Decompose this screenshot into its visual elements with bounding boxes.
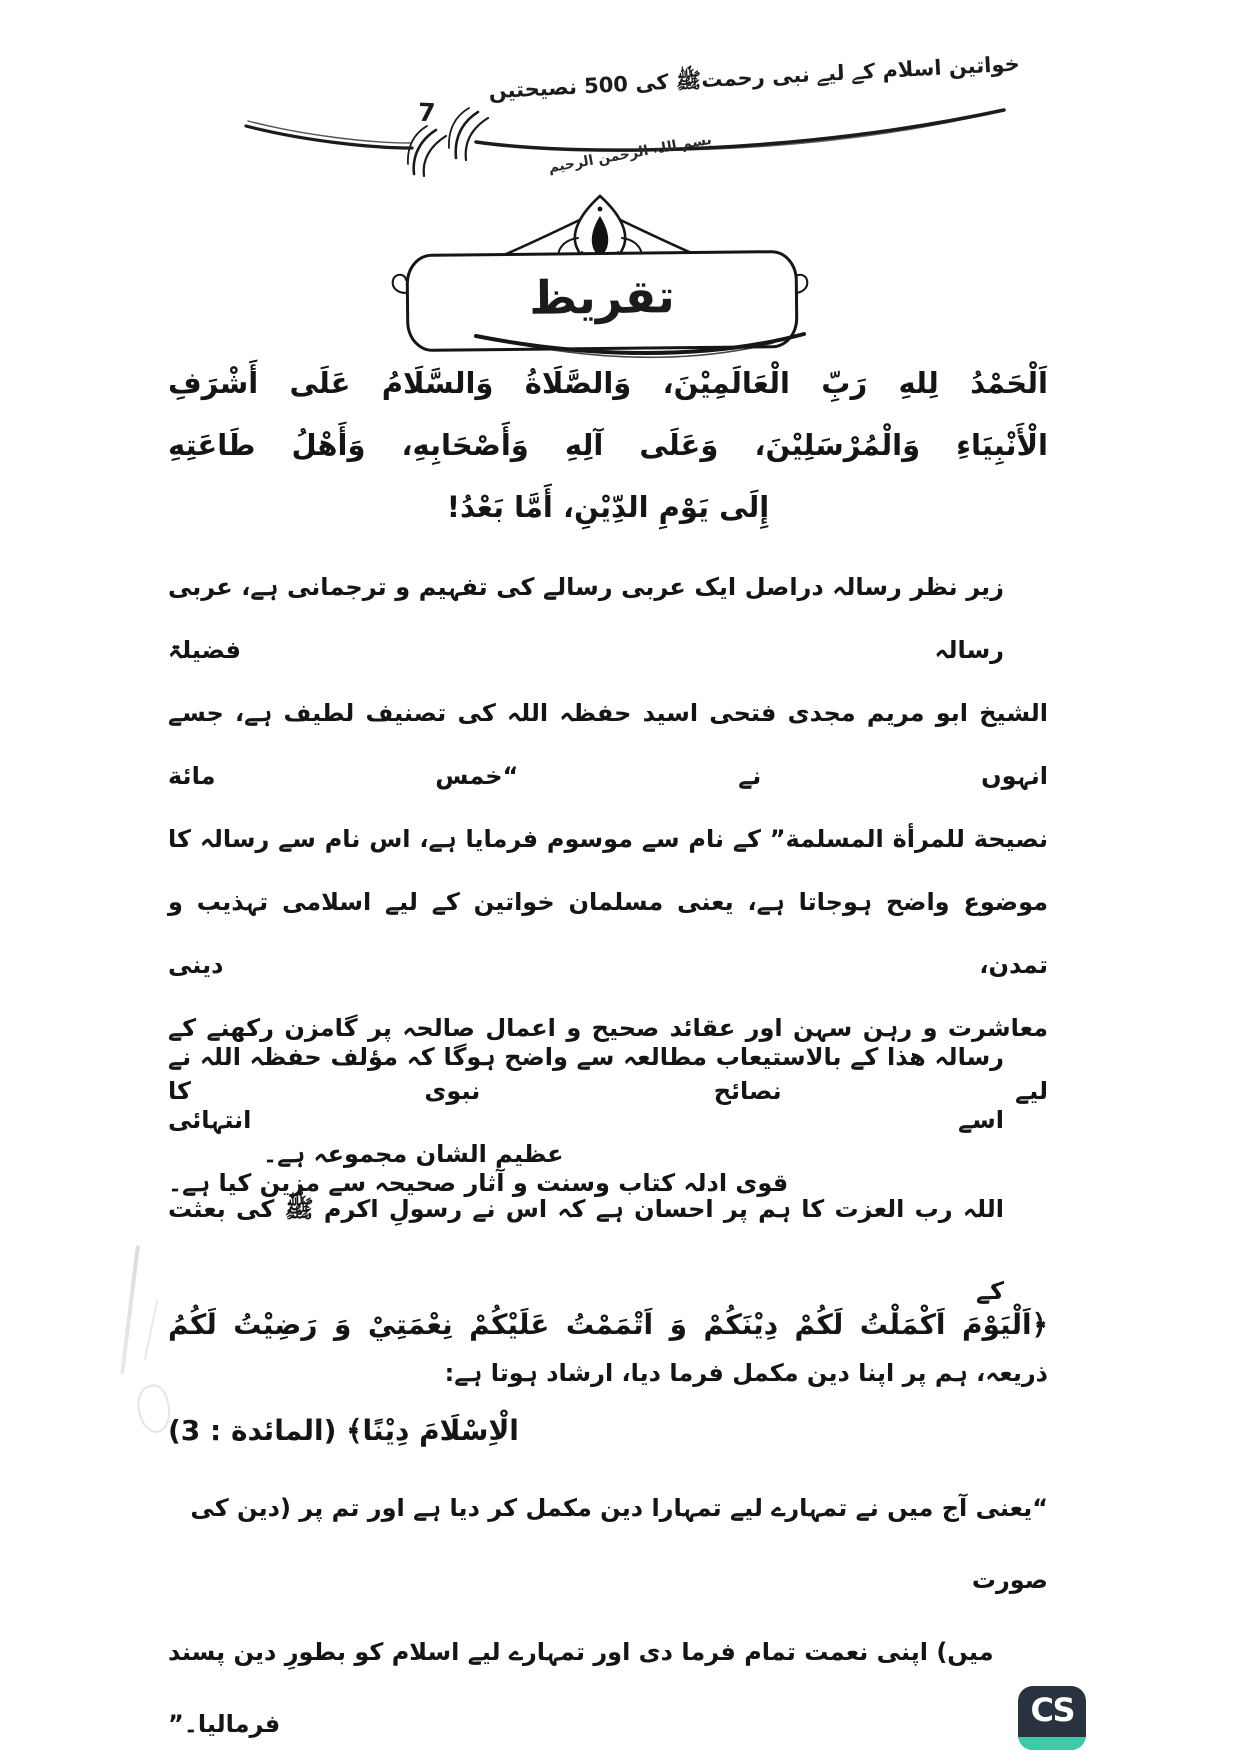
quran-verse-line: ﴿اَلْيَوْمَ اَكْمَلْتُ لَكُمْ دِيْنَكُمْ وَ اَتْمَمْتُ عَلَيْكُمْ نِعْمَتِيْ وَ رَضِيْتُ لَكُمُ (168, 1308, 1048, 1341)
paragraph-line: عظیم الشان مجموعہ ہے۔ (263, 1140, 564, 1168)
paragraph-line: معاشرت و رہن سہن اور عقائد صحیح و اعمال صالحہ پر گامزن رکھنے کے لیے نصائح نبوی کا (168, 1014, 1048, 1105)
paragraph-line: نصيحة للمرأة المسلمة” کے نام سے موسوم فرمایا ہے، اس نام سے رسالہ کا (168, 825, 1048, 853)
paragraph-line: قوی ادلہ کتاب وسنت و آثار صحیحہ سے مزین کیا ہے۔ (168, 1169, 789, 1197)
quran-verse-block (168, 1272, 1048, 1484)
translation-line: “یعنی آج میں نے تمہارے لیے تمہارا دین مکمل کر دیا ہے اور تم پر (دین کی صورت (190, 1494, 1048, 1594)
verse-reference: (المائدة : 3) (168, 1414, 337, 1447)
paragraph-line: رسالہ ھذا کے بالاستیعاب مطالعہ سے واضح ہوگا کہ مؤلف حفظہ اللہ نے اسے انتہائی (168, 1043, 1004, 1134)
camscanner-logo-accent-strip (1018, 1737, 1086, 1750)
paragraph-line: ذریعہ، ہم پر اپنا دین مکمل فرما دیا، ارشاد ہوتا ہے: (444, 1359, 1048, 1387)
paragraph-line: الشیخ ابو مریم مجدی فتحی اسید حفظہ اللہ کی تصنیف لطیف ہے، جسے انہوں نے “خمس مائة (168, 699, 1048, 790)
arabic-opening-line: إِلَى يَوْمِ الدِّيْنِ، أَمَّا بَعْدُ! (446, 490, 770, 524)
page-number: 7 (417, 97, 436, 128)
bismillah-calligraphy: بسم اللہ الرحمن الرحیم (547, 131, 713, 177)
camscanner-watermark-badge (1018, 1686, 1086, 1750)
paragraph-line: اللہ رب العزت کا ہم پر احسان ہے کہ اس نے رسولِ اکرم ﷺ کی بعثت کے (168, 1195, 1004, 1305)
quran-verse-end: الْاِسْلَامَ دِيْنًا﴾ (346, 1414, 519, 1447)
camscanner-logo-text: CS (1030, 1691, 1074, 1729)
arabic-opening-line: الْأَنْبِيَاءِ وَالْمُرْسَلِيْنَ، وَعَلَى آلِهِ وَأَصْحَابِهِ، وَأَهْلُ طَاعَتِهِ (168, 428, 1048, 462)
running-header-title: خواتین اسلام کے لیے نبی رحمتﷺ کی 500 نصیحتیں (487, 51, 1021, 104)
arabic-opening-line: اَلْحَمْدُ لِلهِ رَبِّ الْعَالَمِيْنَ، وَالصَّلَاةُ وَالسَّلَامُ عَلَى أَشْرَفِ (168, 366, 1048, 400)
arabic-opening-block (168, 352, 1048, 538)
quran-verse-line (168, 1378, 1048, 1484)
scan-smudge (144, 1300, 158, 1359)
translation-line: میں) اپنی نعمت تمام فرما دی اور تمہارے لیے اسلام کو بطورِ دین پسند فرمالیا۔” (168, 1638, 994, 1738)
page-header (120, 51, 1120, 188)
scan-smudge (120, 1245, 140, 1375)
translation-paragraph (168, 1472, 1048, 1754)
paragraph-line: زیر نظر رسالہ دراصل ایک عربی رسالے کی تفہیم و ترجمانی ہے، عربی رسالہ فضیلۃ (168, 573, 1004, 664)
section-title: تقریظ (528, 269, 676, 325)
paragraph-line: موضوع واضح ہوجاتا ہے، یعنی مسلمان خواتین کے لیے اسلامی تہذیب و تمدن، دینی (168, 888, 1048, 979)
